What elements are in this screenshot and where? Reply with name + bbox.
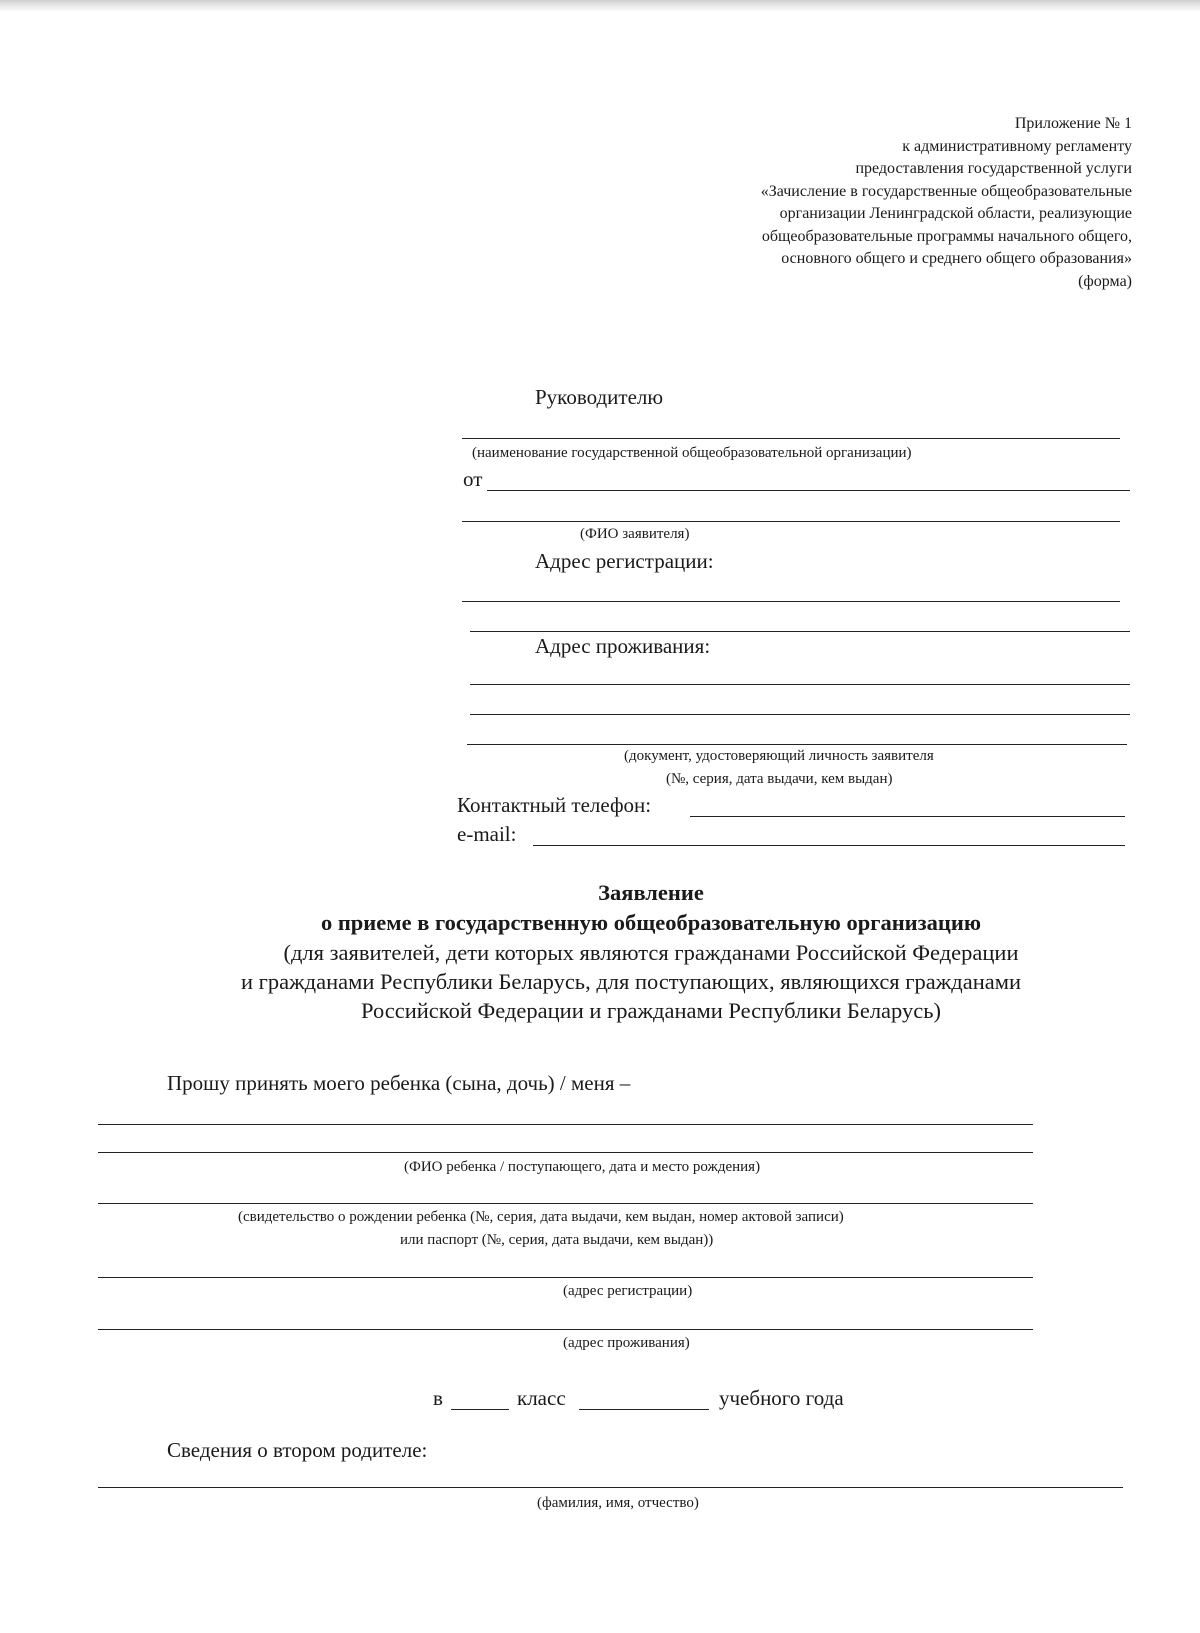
phone-label: Контактный телефон: (457, 793, 652, 817)
child-live-address-field[interactable] (98, 1329, 1033, 1330)
to-label: Руководителю (535, 385, 664, 409)
school-year-field[interactable] (579, 1409, 709, 1410)
doc-caption-2: (№, серия, дата выдачи, кем выдан) (666, 771, 893, 787)
reg-caption: (адрес регистрации) (563, 1283, 693, 1299)
header-line: «Зачисление в государственные общеобразовательные (760, 182, 1132, 200)
doc-caption-1: (документ, удостоверяющий личность заявителя (624, 748, 934, 764)
reg-address-field-1[interactable] (462, 601, 1120, 602)
appendix-header (572, 113, 1132, 293)
title-line: (для заявителей, дети которых являются гражданами Российской Федерации (283, 940, 1019, 965)
second-parent-field[interactable] (98, 1487, 1123, 1488)
header-line: предоставления государственной услуги (855, 160, 1132, 177)
request-text: Прошу принять моего ребенка (сына, дочь) / меня – (167, 1071, 631, 1095)
class-in-label: в (433, 1386, 443, 1410)
child-reg-address-field[interactable] (98, 1277, 1033, 1278)
class-number-field[interactable] (451, 1409, 509, 1410)
org-name-field[interactable] (462, 438, 1120, 439)
child-field-1[interactable] (98, 1124, 1033, 1125)
class-label: класс (517, 1386, 566, 1410)
reg-address-label: Адрес регистрации: (535, 549, 714, 573)
header-line: организации Ленинградской области, реализующие (779, 205, 1132, 222)
header-line: к административному регламенту (902, 137, 1132, 155)
application-title (110, 878, 1192, 938)
birth-cert-field[interactable] (98, 1203, 1033, 1204)
header-line: основного общего и среднего общего образования» (781, 250, 1132, 267)
header-line: общеобразовательные программы начального общего, (761, 227, 1132, 245)
org-caption: (наименование государственной общеобразовательной организации) (472, 445, 912, 461)
child-field-2[interactable] (98, 1152, 1033, 1153)
cert-caption-1: (свидетельство о рождении ребенка (№, серия, дата выдачи, кем выдан, номер актовой записи) (238, 1209, 844, 1225)
title-line: и гражданами Республики Беларусь, для поступающих, являющихся гражданами (240, 969, 1022, 994)
cert-caption-2: или паспорт (№, серия, дата выдачи, кем выдан)) (400, 1232, 714, 1248)
header-line: Приложение № 1 (1014, 115, 1132, 132)
live-address-field-1[interactable] (470, 684, 1130, 685)
year-label: учебного года (719, 1386, 844, 1410)
parent-caption: (фамилия, имя, отчество) (537, 1495, 699, 1511)
title-line: Российской Федерации и гражданами Республики Беларусь) (360, 998, 941, 1023)
live-address-field-2[interactable] (470, 714, 1130, 715)
title-subtitle (110, 938, 1192, 1025)
title-line: о приеме в государственную общеобразовательную организацию (320, 910, 982, 935)
email-field[interactable] (533, 845, 1125, 846)
phone-field[interactable] (690, 816, 1125, 817)
id-document-field[interactable] (467, 744, 1127, 745)
live-caption: (адрес проживания) (563, 1335, 690, 1351)
reg-address-field-2[interactable] (470, 631, 1130, 632)
email-label: e-mail: (457, 822, 517, 846)
live-address-label: Адрес проживания: (535, 634, 711, 658)
fio-caption: (ФИО заявителя) (580, 526, 690, 542)
scan-edge (0, 0, 1200, 12)
second-parent-label: Сведения о втором родителе: (167, 1438, 428, 1462)
from-field[interactable] (487, 490, 1130, 491)
fio-field[interactable] (462, 521, 1120, 522)
child-caption: (ФИО ребенка / поступающего, дата и место рождения) (404, 1159, 761, 1175)
header-line: (форма) (1078, 272, 1132, 290)
title-line: Заявление (598, 880, 704, 905)
from-label: от (463, 467, 483, 491)
